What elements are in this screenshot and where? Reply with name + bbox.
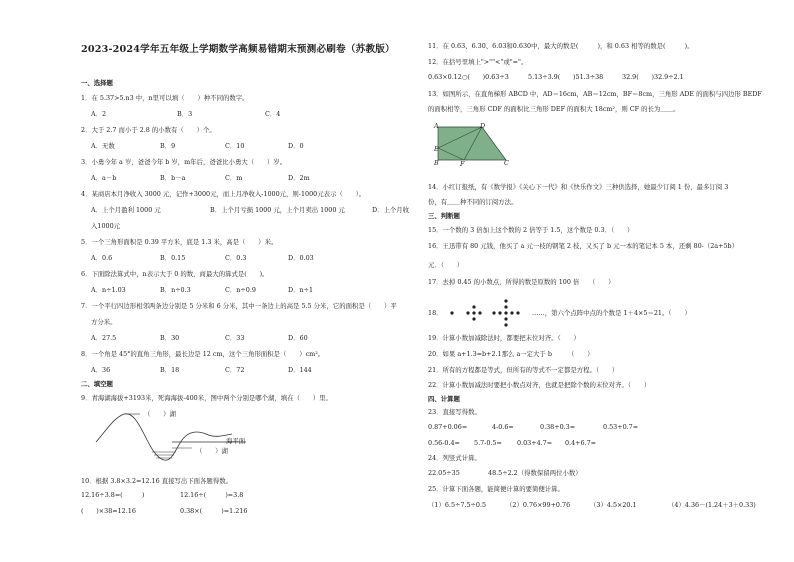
q4-option-d-cont: 入1000元 [91,222,121,230]
section-judge: 三、判断题 [428,212,460,220]
question-2: 2．大于 2.7 而小于 2.8 的小数有（ ）个。 [81,126,216,134]
q7-option-b: B．30 [160,334,180,342]
q8-option-c: C．72 [225,366,245,374]
q6-option-c: C．n÷0.9 [225,286,256,294]
question-6: 6．下面除法算式中，n表示大于 0 的数，商最大的算式是( )。 [81,270,269,278]
q2-option-b: B．9 [160,142,176,150]
pattern-1-dot [450,311,453,314]
question-18: ……，第六个点阵中点的个数是 1＋4×5＝21。（ ） [532,309,691,317]
question-20: 20．如果 a+1.3=b+2.1那么 a一定大于 b （ ） [428,350,594,358]
q25-item-2: （2）0.76×99+0.76 [506,501,571,509]
q3-option-b: B．b－a [160,174,186,182]
q3-option-a: A．a－b [91,174,117,182]
q6-option-a: A．n÷1.03 [91,286,126,294]
pattern-3-dot [504,305,507,308]
q10-item-4: 0.38×( )=1.216 [180,507,248,515]
q6-option-b: B．n÷0.3 [160,286,191,294]
q2-option-c: C．10 [225,142,245,150]
q2-option-d: D．0 [288,142,304,150]
label-b: B [434,159,439,167]
q23-item-4: 0.53+0.7= [603,423,639,431]
question-3: 3．小勇今年 a 岁，爸爸今年 b 岁，m年后，爸爸比小勇大（ ）岁。 [81,158,287,166]
q10-item-2: 12.16÷( )=3.8 [180,491,244,499]
q4-option-d: D．上个月收 [372,206,410,214]
pattern-3-dot [504,299,507,302]
pattern-3-dot [498,311,501,314]
label-c: C [504,159,509,167]
question-22: 22．计算小数加减法时要把小数点对齐，也就是把除个数的末位对齐。（ ） [428,381,651,389]
pattern-3-dot [492,311,495,314]
q23-item-7: 0.03+4.7= [517,439,553,447]
sea-level-label: 海平面 [226,437,246,445]
label-f: F [460,160,465,168]
q5-option-c: C．0.3 [225,254,247,262]
question-1: 1．在 5.37>5.n3 中，n里可以填（ ）种不同的数字。 [81,94,249,102]
q1-option-b: B．3 [177,110,193,118]
q7-cont: 方分米。 [91,318,117,326]
q23-item-3: 0.38+0.3= [540,423,576,431]
lake-label-bottom: （ ）湖 [196,447,228,455]
page-title: 2023-2024学年五年级上学期数学高频易错期末预测必刷卷（苏教版） [81,44,395,55]
label-d: D [480,122,486,130]
question-7: 7．一个平行四边形相邻两条边分别是 5 分米和 6 分米，其中一条边上的高是 5.5 分米，它的面积是（ ）平 [81,302,397,310]
q3-option-c: C．m [225,174,243,182]
question-12: 12．在括号里填上">""<"或"="。 [428,58,528,66]
question-16: 16．王迅带有 80 元钱，他买了 a 元一枝的钢笔 2 枝，又买了 b 元一本的笔记本 5 本，还剩 80-（2a+5b） [428,242,738,250]
dot-patterns [448,298,540,328]
q23-item-8: 0.4+6.7= [565,439,597,447]
q2-option-a: A．无数 [91,142,115,150]
section-choice: 一、选择题 [81,79,113,87]
q5-option-b: B．0.15 [160,254,186,262]
question-10: 10．根据 3.8×3.2=12.16 直接写出下面各题得数。 [81,477,232,485]
q8-option-a: A．36 [91,366,111,374]
question-15: 15．一个数的 3 倍加上这个数的 2 倍等于 1.5，这个数是 0.3．（ ） [428,226,634,234]
pattern-2-dot [466,311,469,314]
q6-option-d: D．n÷1 [288,286,314,294]
q16-cont: 元．（ ） [428,261,464,269]
q7-option-d: D．60 [288,334,308,342]
q4-option-a: A．上个月盈利 1000 元 [91,206,161,214]
question-11: 11．在 0.63、6.30、6.03和0.630中，最大的数是( )，和 0.63 相等的数是( )。 [428,42,694,50]
q8-option-d: D．144 [288,366,312,374]
q4-option-b: B．上个月亏损 1000 元，上个月卖出 1000 元 [210,206,345,214]
question-24: 24．列竖式计算。 [428,454,481,462]
pattern-2-dot [478,311,481,314]
q8-option-b: B．18 [160,366,180,374]
question-14: 14．小红订报纸，有《数学报》《关心下一代》和《快乐作文》三种供选择，她最少订阅 1 份，最多订阅 3 [428,183,729,191]
q10-item-1: 12.16÷3.8=( ) [81,491,145,499]
question-17: 17．去掉 0.45 的小数点，所得的数是原数的 100 倍 （ ） [428,278,615,286]
pattern-3-dot [504,323,507,326]
q13-cont: 的面积相等，三角形 CDF 的面积比三角形 DEF 的面积大 18cm²，则 CF 的长为＿＿。 [428,105,680,113]
q12-item-1: 0.63×0.12○( )0.63÷3 [428,73,509,81]
q10-item-3: ( )×38=12.16 [81,507,136,515]
q25-item-1: （1）6.5÷7.5÷0.5 [428,501,487,509]
q5-option-a: A．0.6 [91,254,113,262]
q24-item-1: 22.05÷35 [428,469,460,477]
question-21: 21．所有的方程都是等式，但所有的等式不一定都是方程。（ ） [428,366,619,374]
question-13: 13．如图所示，在直角梯形 ABCD 中，AD＝16cm，AB＝12cm，BF＝8cm，三角形 ADE 的面积与四边形 BEDF [428,90,762,98]
q14-cont: 份，有＿＿种不同的订阅方法。 [428,198,518,206]
q23-item-2: 4-0.6= [492,423,514,431]
pattern-3-dot [504,311,507,314]
lake-label-top: （ ）湖 [144,410,176,418]
question-5: 5．一个三角形面积是 0.39 平方米，底是 1.3 米，高是（ ）米。 [81,238,278,246]
q25-item-3: （3）4.5×20.1 [590,501,637,509]
section-calc: 四、计算题 [428,395,460,403]
pattern-2-dot [472,305,475,308]
question-18-number: 18． [428,309,443,317]
label-a: A [434,122,439,130]
q7-option-a: A．27.5 [91,334,117,342]
q23-item-5: 0.56-0.4= [428,439,460,447]
pattern-3-dot [516,311,519,314]
q1-option-c: C．4 [265,110,281,118]
q5-option-d: D．0.03 [288,254,314,262]
label-e: E [434,145,439,153]
pattern-3-dot [510,311,513,314]
q23-item-1: 0.87+0.06= [428,423,468,431]
trapezoid-figure [434,124,510,167]
q12-item-3: 32.9( )32.9÷2.1 [622,73,684,81]
pattern-2-dot [472,311,475,314]
question-19: 19．计算小数加减除法时，都要把末位对齐。（ ） [428,334,580,342]
q24-item-2: 48.5÷2.2（得数保留两位小数） [488,469,582,477]
question-8: 8．一个角是 45°的直角三角形，最长边是 12 cm，这个三角形面积是（ ）cm²。 [81,350,325,358]
q23-item-6: 5.7-0.5= [474,439,502,447]
q3-option-d: D．2m [288,174,310,182]
question-25: 25．计算下面各题，能简便计算的要简便计算。 [428,485,564,493]
pattern-3-dot [504,317,507,320]
q7-option-c: C．33 [225,334,245,342]
question-23: 23．直接写得数。 [428,408,481,416]
section-fill: 二、填空题 [81,380,113,388]
q12-item-2: 5.13÷3.9( )51.3÷38 [528,73,604,81]
question-9: 9．青海湖海拔+3193米，死海海拔-400米，图中两个分别是哪个湖，填在（ ）里。 [81,394,332,402]
q1-option-a: A．2 [91,110,107,118]
pattern-2-dot [472,317,475,320]
question-4: 4．某商店本月净收入 3000 元，记作+3000元，而上月净收入-1000元，则-1000元表示（ ）。 [81,190,366,198]
q25-item-4: （4）4.36－(1.24＋3＋0.33) [668,501,756,509]
